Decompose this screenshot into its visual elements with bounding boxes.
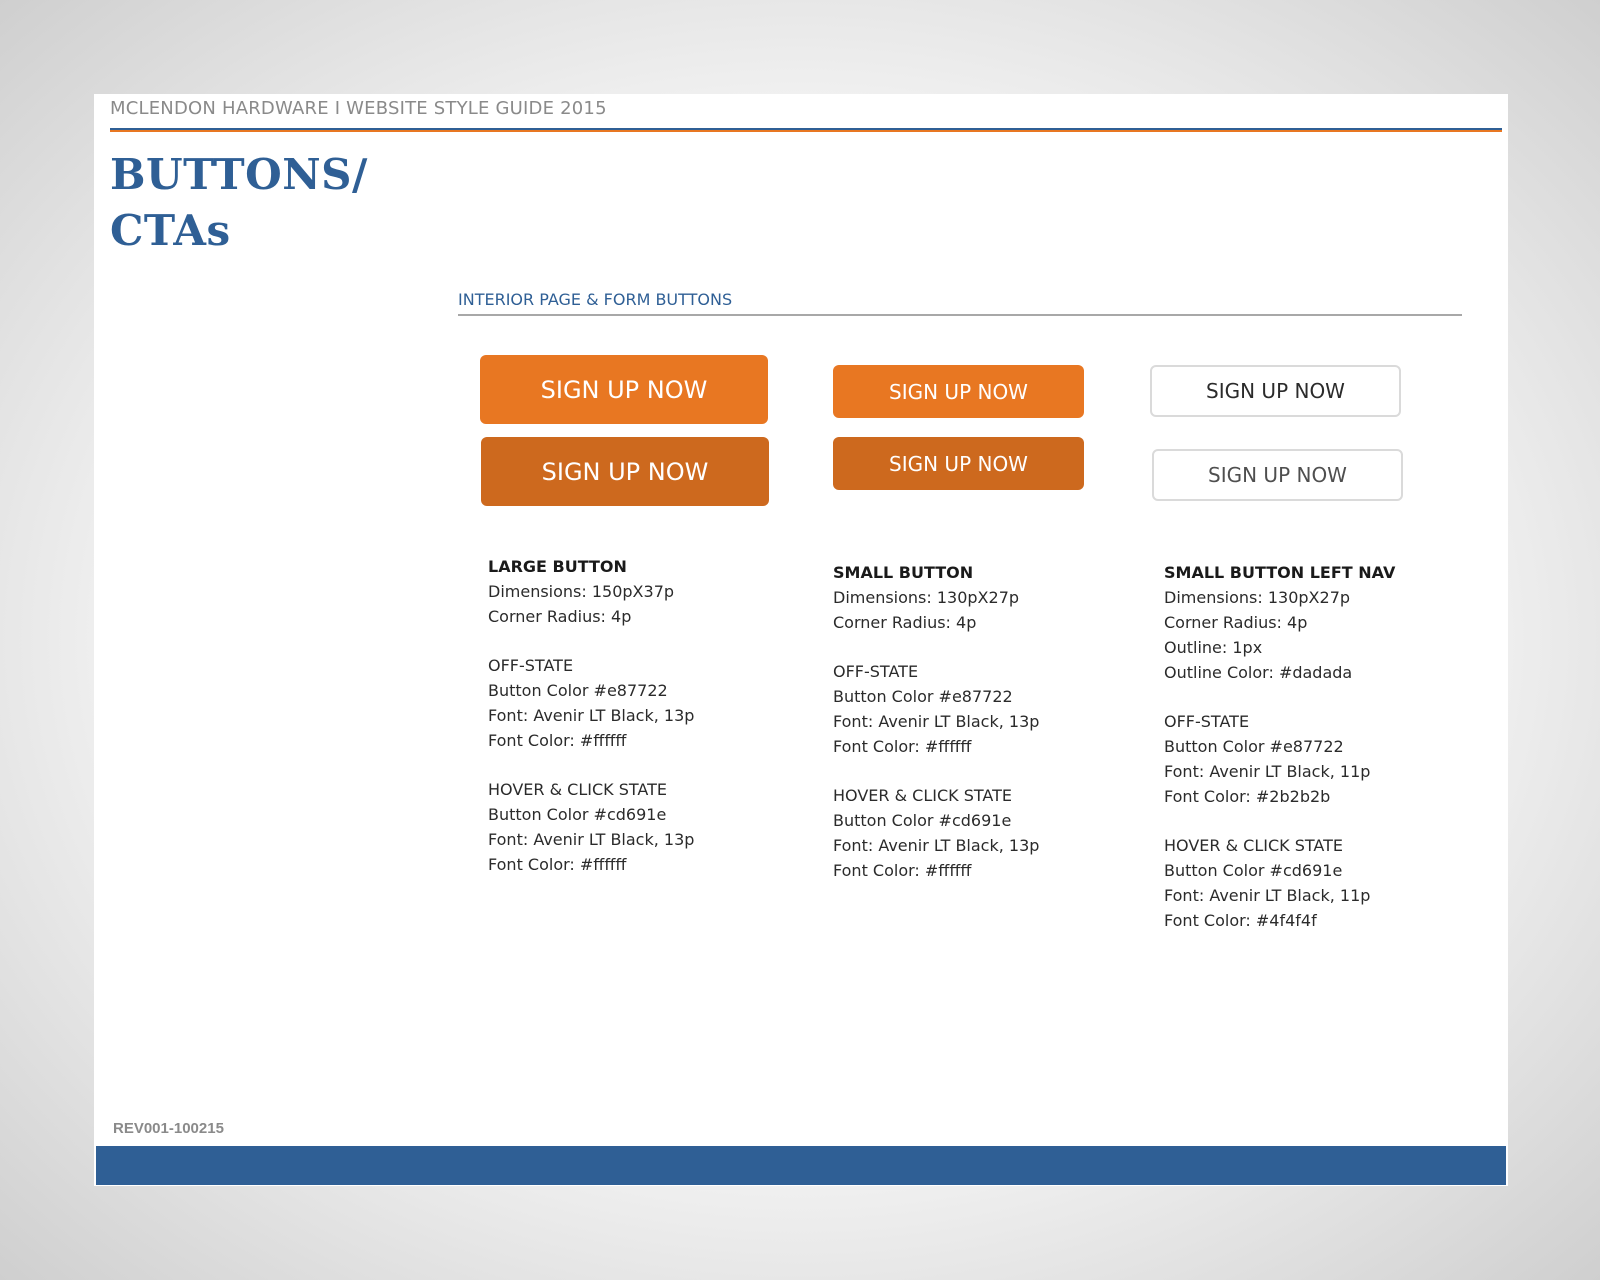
spec-line: Font: Avenir LT Black, 13p [488,830,695,849]
section-label: INTERIOR PAGE & FORM BUTTONS [458,290,733,309]
spec-line: Font: Avenir LT Black, 13p [833,712,1040,731]
spec-state-heading: OFF-STATE [1164,712,1250,731]
spec-line: Button Color #e87722 [488,681,668,700]
page-title-line-2: CTAs [110,206,231,255]
spec-line: Corner Radius: 4p [833,613,977,632]
spec-line: Font: Avenir LT Black, 11p [1164,886,1371,905]
small-button-hover-state[interactable]: SIGN UP NOW [833,437,1084,490]
spec-title: SMALL BUTTON [833,563,974,582]
spec-line: Font Color: #2b2b2b [1164,787,1331,806]
spec-state-heading: HOVER & CLICK STATE [833,786,1012,805]
left-nav-button-off-state[interactable]: SIGN UP NOW [1150,365,1401,417]
spec-state-heading: OFF-STATE [833,662,919,681]
footer-bar [96,1146,1506,1185]
spec-line: Dimensions: 130pX27p [833,588,1020,607]
spec-line: Outline: 1px [1164,638,1263,657]
page-title-line-1: BUTTONS/ [110,150,368,199]
spec-line: Corner Radius: 4p [488,607,632,626]
spec-title: SMALL BUTTON LEFT NAV [1164,563,1396,582]
header-rule [110,128,1502,132]
small-button-spec [833,560,1143,883]
spec-line: Outline Color: #dadada [1164,663,1353,682]
spec-line: Font: Avenir LT Black, 13p [833,836,1040,855]
large-button-off-state[interactable]: SIGN UP NOW [480,355,768,424]
spec-line: Font Color: #ffffff [488,855,627,874]
spec-line: Dimensions: 150pX37p [488,582,675,601]
left-nav-button-spec [1164,560,1474,933]
spec-line: Button Color #cd691e [833,811,1012,830]
revision-code: REV001-100215 [113,1120,224,1137]
spec-title: LARGE BUTTON [488,557,627,576]
spec-line: Button Color #e87722 [1164,737,1344,756]
large-button-spec [488,554,798,877]
style-guide-page [94,94,1508,1186]
spec-line: Dimensions: 130pX27p [1164,588,1351,607]
spec-line: Button Color #e87722 [833,687,1013,706]
spec-state-heading: OFF-STATE [488,656,574,675]
header-title: MCLENDON HARDWARE I WEBSITE STYLE GUIDE 2015 [110,98,607,119]
spec-line: Font Color: #4f4f4f [1164,911,1317,930]
section-divider [458,314,1462,316]
spec-line: Corner Radius: 4p [1164,613,1308,632]
spec-line: Button Color #cd691e [1164,861,1343,880]
spec-line: Font: Avenir LT Black, 11p [1164,762,1371,781]
small-button-off-state[interactable]: SIGN UP NOW [833,365,1084,418]
spec-line: Font Color: #ffffff [833,861,972,880]
spec-line: Font Color: #ffffff [488,731,627,750]
spec-line: Font Color: #ffffff [833,737,972,756]
spec-state-heading: HOVER & CLICK STATE [1164,836,1343,855]
left-nav-button-hover-state[interactable]: SIGN UP NOW [1152,449,1403,501]
spec-line: Button Color #cd691e [488,805,667,824]
large-button-hover-state[interactable]: SIGN UP NOW [481,437,769,506]
spec-line: Font: Avenir LT Black, 13p [488,706,695,725]
spec-state-heading: HOVER & CLICK STATE [488,780,667,799]
